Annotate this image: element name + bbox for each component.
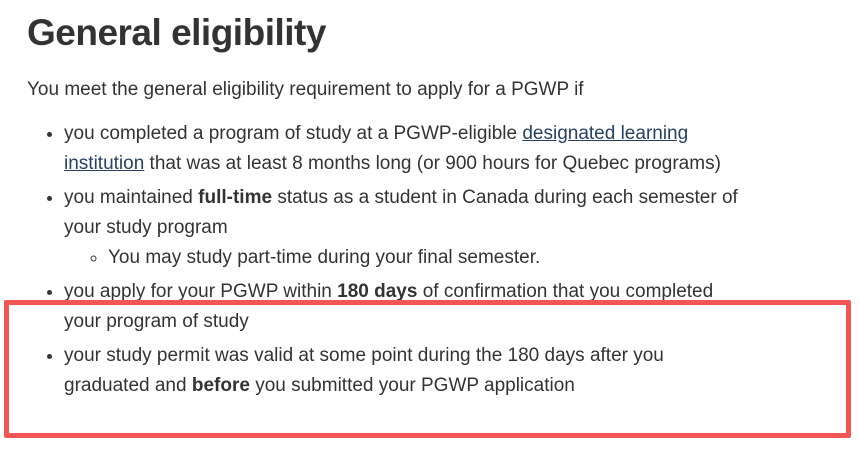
list-item-text: you submitted your PGWP application bbox=[249, 375, 575, 396]
sub-list-item-part-time: ◦ You may study part-time during your final semester. bbox=[108, 243, 728, 273]
list-item-apply-180-days bbox=[64, 277, 744, 337]
list-item-text: status as a student in Canada during each semester of your study program bbox=[64, 187, 738, 238]
list-item-text: that was at least 8 months long (or 900 hours for Quebec programs) bbox=[144, 153, 721, 174]
designated-learning-institution-link[interactable]: designated learning institution bbox=[64, 123, 689, 174]
sub-list bbox=[64, 243, 728, 273]
list-item-text: your study permit was valid at some point during the 180 days after you graduated and bbox=[64, 345, 664, 396]
eligibility-list bbox=[27, 119, 744, 401]
list-item-text: you apply for your PGWP within bbox=[64, 281, 338, 302]
intro-text: You meet the general eligibility requirement to apply for a PGWP if bbox=[27, 79, 584, 100]
list-item-study-permit-valid bbox=[64, 341, 744, 401]
list-item-program-completed bbox=[64, 119, 744, 179]
list-item-full-time-status bbox=[64, 183, 744, 273]
list-item-text: of confirmation that you completed your program of study bbox=[64, 281, 714, 332]
bold-text: before bbox=[191, 375, 250, 396]
page-title: General eligibility bbox=[27, 12, 326, 53]
bold-text: full-time bbox=[198, 187, 273, 208]
bold-text: 180 days bbox=[337, 281, 418, 302]
list-item-text: you maintained bbox=[64, 187, 199, 208]
list-item-text: you completed a program of study at a PGWP-eligible bbox=[64, 123, 523, 144]
